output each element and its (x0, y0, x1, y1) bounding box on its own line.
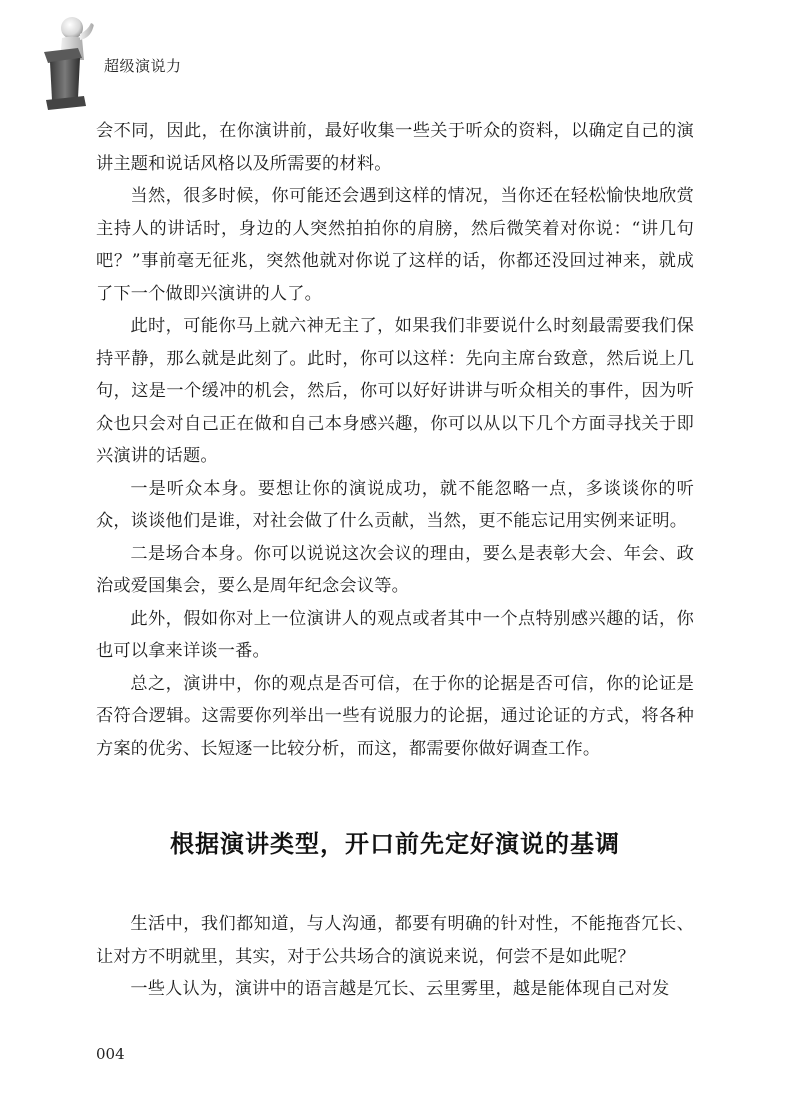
paragraph: 总之，演讲中，你的观点是否可信，在于你的论据是否可信，你的论证是否符合逻辑。这需要你列举出一些有说服力的论据，通过论证的方式，将各种方案的优劣、长短逐一比较分析，而这，都需要你做好调查工作。 (96, 673, 694, 759)
paragraph: 此外，假如你对上一位演讲人的观点或者其中一个点特别感兴趣的话，你也可以拿来详谈一番。 (96, 608, 694, 661)
paragraph: 一些人认为，演讲中的语言越是冗长、云里雾里，越是能体现自己对发 (130, 979, 670, 999)
speaker-mascot-icon (38, 16, 100, 110)
section-heading: 根据演讲类型，开口前先定好演说的基调 (170, 830, 620, 858)
page-number: 004 (96, 1045, 125, 1063)
paragraph: 二是场合本身。你可以说说这次会议的理由，要么是表彰大会、年会、政治或爱国集会，要么是周年纪念会议等。 (96, 543, 694, 596)
paragraph: 生活中，我们都知道，与人沟通，都要有明确的针对性，不能拖沓冗长、让对方不明就里，其实，对于公共场合的演说来说，何尝不是如此呢？ (96, 914, 694, 967)
paragraph: 一是听众本身。要想让你的演说成功，就不能忽略一点，多谈谈你的听众，谈谈他们是谁，对社会做了什么贡献，当然，更不能忘记用实例来证明。 (96, 478, 694, 531)
page-header (0, 0, 790, 110)
section-2-body (96, 908, 694, 1006)
running-header-title: 超级演说力 (104, 57, 182, 75)
paragraph: 会不同，因此，在你演讲前，最好收集一些关于听众的资料，以确定自己的演讲主题和说话风格以及所需要的材料。 (96, 121, 694, 174)
paragraph: 此时，可能你马上就六神无主了，如果我们非要说什么时刻最需要我们保持平静，那么就是此刻了。此时，你可以这样：先向主席台致意，然后说上几句，这是一个缓冲的机会，然后，你可以好好讲讲与听众相关的事件，因为听众也只会对自己正在做和自己本身感兴趣，你可以从以下几个方面寻找关于即兴演讲的话题。 (96, 316, 694, 466)
section-1-body (96, 115, 694, 765)
paragraph: 当然，很多时候，你可能还会遇到这样的情况，当你还在轻松愉快地欣赏主持人的讲话时，身边的人突然拍拍你的肩膀，然后微笑着对你说：“讲几句吧？”事前毫无征兆，突然他就对你说了这样的话，你都还没回过神来，就成了下一个做即兴演讲的人了。 (96, 186, 694, 304)
